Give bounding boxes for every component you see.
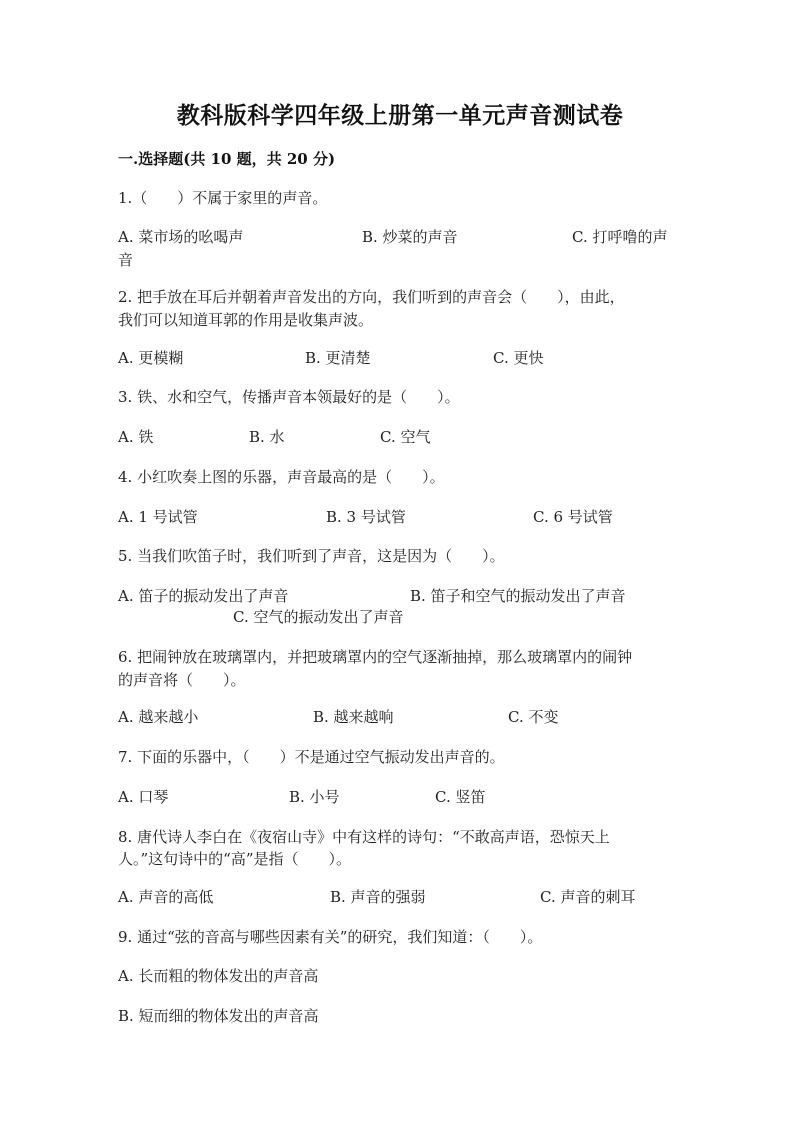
- question-5-option-c: C. 空气的振动发出了声音: [233, 608, 404, 626]
- question-8-option-c: C. 声音的刺耳: [540, 888, 636, 906]
- question-8-option-b: B. 声音的强弱: [330, 888, 426, 906]
- question-1-text: 1.（ ）不属于家里的声音。: [118, 189, 328, 207]
- question-7-text: 7. 下面的乐器中，（ ）不是通过空气振动发出声音的。: [118, 748, 505, 766]
- question-3-text: 3. 铁、水和空气，传播声音本领最好的是（ ）。: [118, 388, 460, 406]
- question-2-option-a: A. 更模糊: [118, 349, 184, 367]
- question-4-option-b: B. 3 号试管: [326, 508, 406, 526]
- question-5-text: 5. 当我们吹笛子时，我们听到了声音，这是因为（ ）。: [118, 547, 505, 565]
- question-7-option-a: A. 口琴: [118, 788, 169, 806]
- question-9-option-b: B. 短而细的物体发出的声音高: [118, 1007, 319, 1025]
- question-9-option-a: A. 长而粗的物体发出的声音高: [118, 967, 319, 985]
- section-heading: 一.选择题(共 10 题，共 20 分): [118, 150, 336, 168]
- question-4-option-a: A. 1 号试管: [118, 508, 198, 526]
- question-1-option-c: C. 打呼噜的声: [572, 228, 668, 246]
- page-title: 教科版科学四年级上册第一单元声音测试卷: [176, 102, 624, 129]
- question-2-option-c: C. 更快: [493, 349, 544, 367]
- question-1-option-c-wrap: 音: [118, 251, 134, 269]
- question-3-option-b: B. 水: [249, 428, 285, 446]
- question-6-option-a: A. 越来越小: [118, 708, 199, 726]
- question-5-option-b: B. 笛子和空气的振动发出了声音: [410, 587, 626, 605]
- question-3-option-a: A. 铁: [118, 428, 154, 446]
- question-5-option-a: A. 笛子的振动发出了声音: [118, 587, 289, 605]
- question-6-option-b: B. 越来越响: [313, 708, 394, 726]
- question-4-text: 4. 小红吹奏上图的乐器，声音最高的是（ ）。: [118, 468, 445, 486]
- question-6-text-line-1: 6. 把闹钟放在玻璃罩内，并把玻璃罩内的空气逐渐抽掉，那么玻璃罩内的闹钟: [118, 648, 633, 666]
- question-2-text-line-2: 我们可以知道耳郭的作用是收集声波。: [118, 311, 374, 329]
- question-1-option-b: B. 炒菜的声音: [362, 228, 458, 246]
- question-1-option-a: A. 菜市场的吆喝声: [118, 228, 244, 246]
- question-8-text-line-1: 8. 唐代诗人李白在《夜宿山寺》中有这样的诗句：“不敢高声语，恐惊天上: [118, 828, 610, 846]
- question-6-option-c: C. 不变: [508, 708, 559, 726]
- question-6-text-line-2: 的声音将（ ）。: [118, 671, 246, 689]
- question-2-text-line-1: 2. 把手放在耳后并朝着声音发出的方向，我们听到的声音会（ ），由此，: [118, 288, 625, 306]
- question-8-text-line-2: 人。”这句诗中的“高”是指（ ）。: [118, 850, 352, 868]
- question-2-option-b: B. 更清楚: [305, 349, 371, 367]
- question-7-option-b: B. 小号: [289, 788, 340, 806]
- question-3-option-c: C. 空气: [380, 428, 431, 446]
- question-9-text: 9. 通过“弦的音高与哪些因素有关”的研究，我们知道：（ ）。: [118, 928, 543, 946]
- question-4-option-c: C. 6 号试管: [533, 508, 613, 526]
- question-7-option-c: C. 竖笛: [435, 788, 486, 806]
- question-8-option-a: A. 声音的高低: [118, 888, 214, 906]
